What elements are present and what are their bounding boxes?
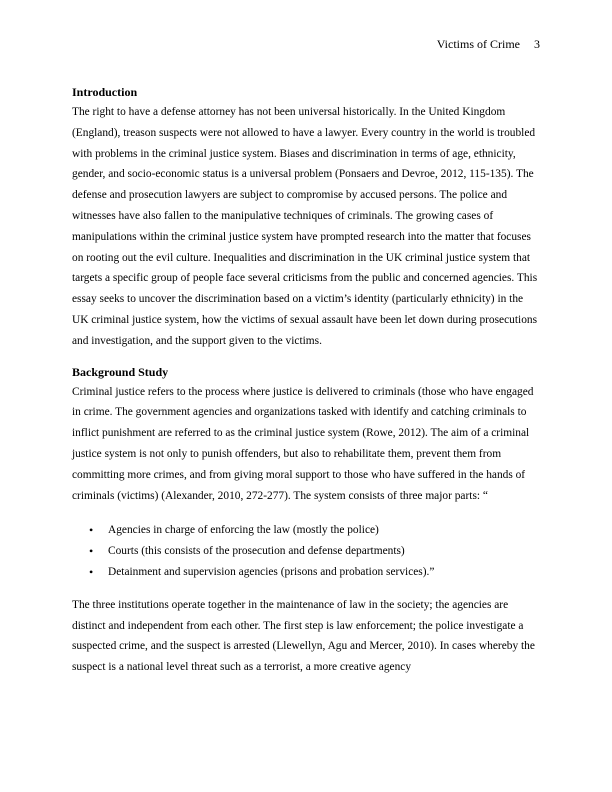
criminal-justice-parts-list — [72, 520, 542, 582]
page-number: 3 — [534, 37, 540, 51]
document-body — [72, 84, 542, 678]
background-section — [72, 364, 542, 678]
list-item: • Detainment and supervision agencies (prisons and probation services).” — [108, 562, 542, 583]
background-heading: Background Study — [72, 364, 169, 379]
running-head — [437, 36, 540, 52]
running-title: Victims of Crime — [436, 37, 520, 51]
background-paragraph: Criminal justice refers to the process where justice is delivered to criminals (those who have engaged in crime. The government agencies and organizations tasked with identify and catching criminals to inflict punishment are referred to as the criminal justice system (Rowe, 2012). The aim of a criminal justice system is not only to punish offenders, but also to rehabilitate them, prevent them from committing more crimes, and from giving moral support to those who have suffered in the hands of criminals (victims) (Alexander, 2010, 272-277). The system consists of three major parts: “ — [72, 385, 534, 502]
background-closing-paragraph: The three institutions operate together in the maintenance of law in the society; the agencies are distinct and independent from each other. The first step is law enforcement; the police investigate a suspected crime, and the suspect is arrested (Llewellyn, Agu and Mercer, 2010). In cases whereby the suspect is a national level threat such as a terrorist, a more creative agency — [72, 598, 535, 674]
introduction-heading: Introduction — [72, 85, 138, 99]
list-item: • Courts (this consists of the prosecution and defense departments) — [108, 541, 542, 562]
introduction-paragraph: The right to have a defense attorney has not been universal historically. In the United Kingdom (England), treason suspects were not allowed to have a lawyer. Every country in the world is troubled with problems in the criminal justice system. Biases and discrimination in terms of age, ethnicity, gender, and socio-economic status is a universal problem (Ponsaers and Devroe, 2012, 115-135). The defense and prosecution lawyers are subject to compromise by accused persons. The police and witnesses have also fallen to the manipulative techniques of criminals. The growing cases of manipulations within the criminal justice system have prompted research into the matter that focuses on rooting out the evil culture. Inequalities and discrimination in the UK criminal justice system that targets a specific group of people face several criticisms from the public and concerned agencies. This essay seeks to uncover the discrimination based on a victim’s identity (particularly ethnicity) in the UK criminal justice system, how the victims of sexual assault have been let down during prosecutions and investigation, and the support given to the victims. — [72, 106, 538, 347]
introduction-section — [72, 84, 542, 352]
list-item: • Agencies in charge of enforcing the law (mostly the police) — [108, 520, 542, 541]
